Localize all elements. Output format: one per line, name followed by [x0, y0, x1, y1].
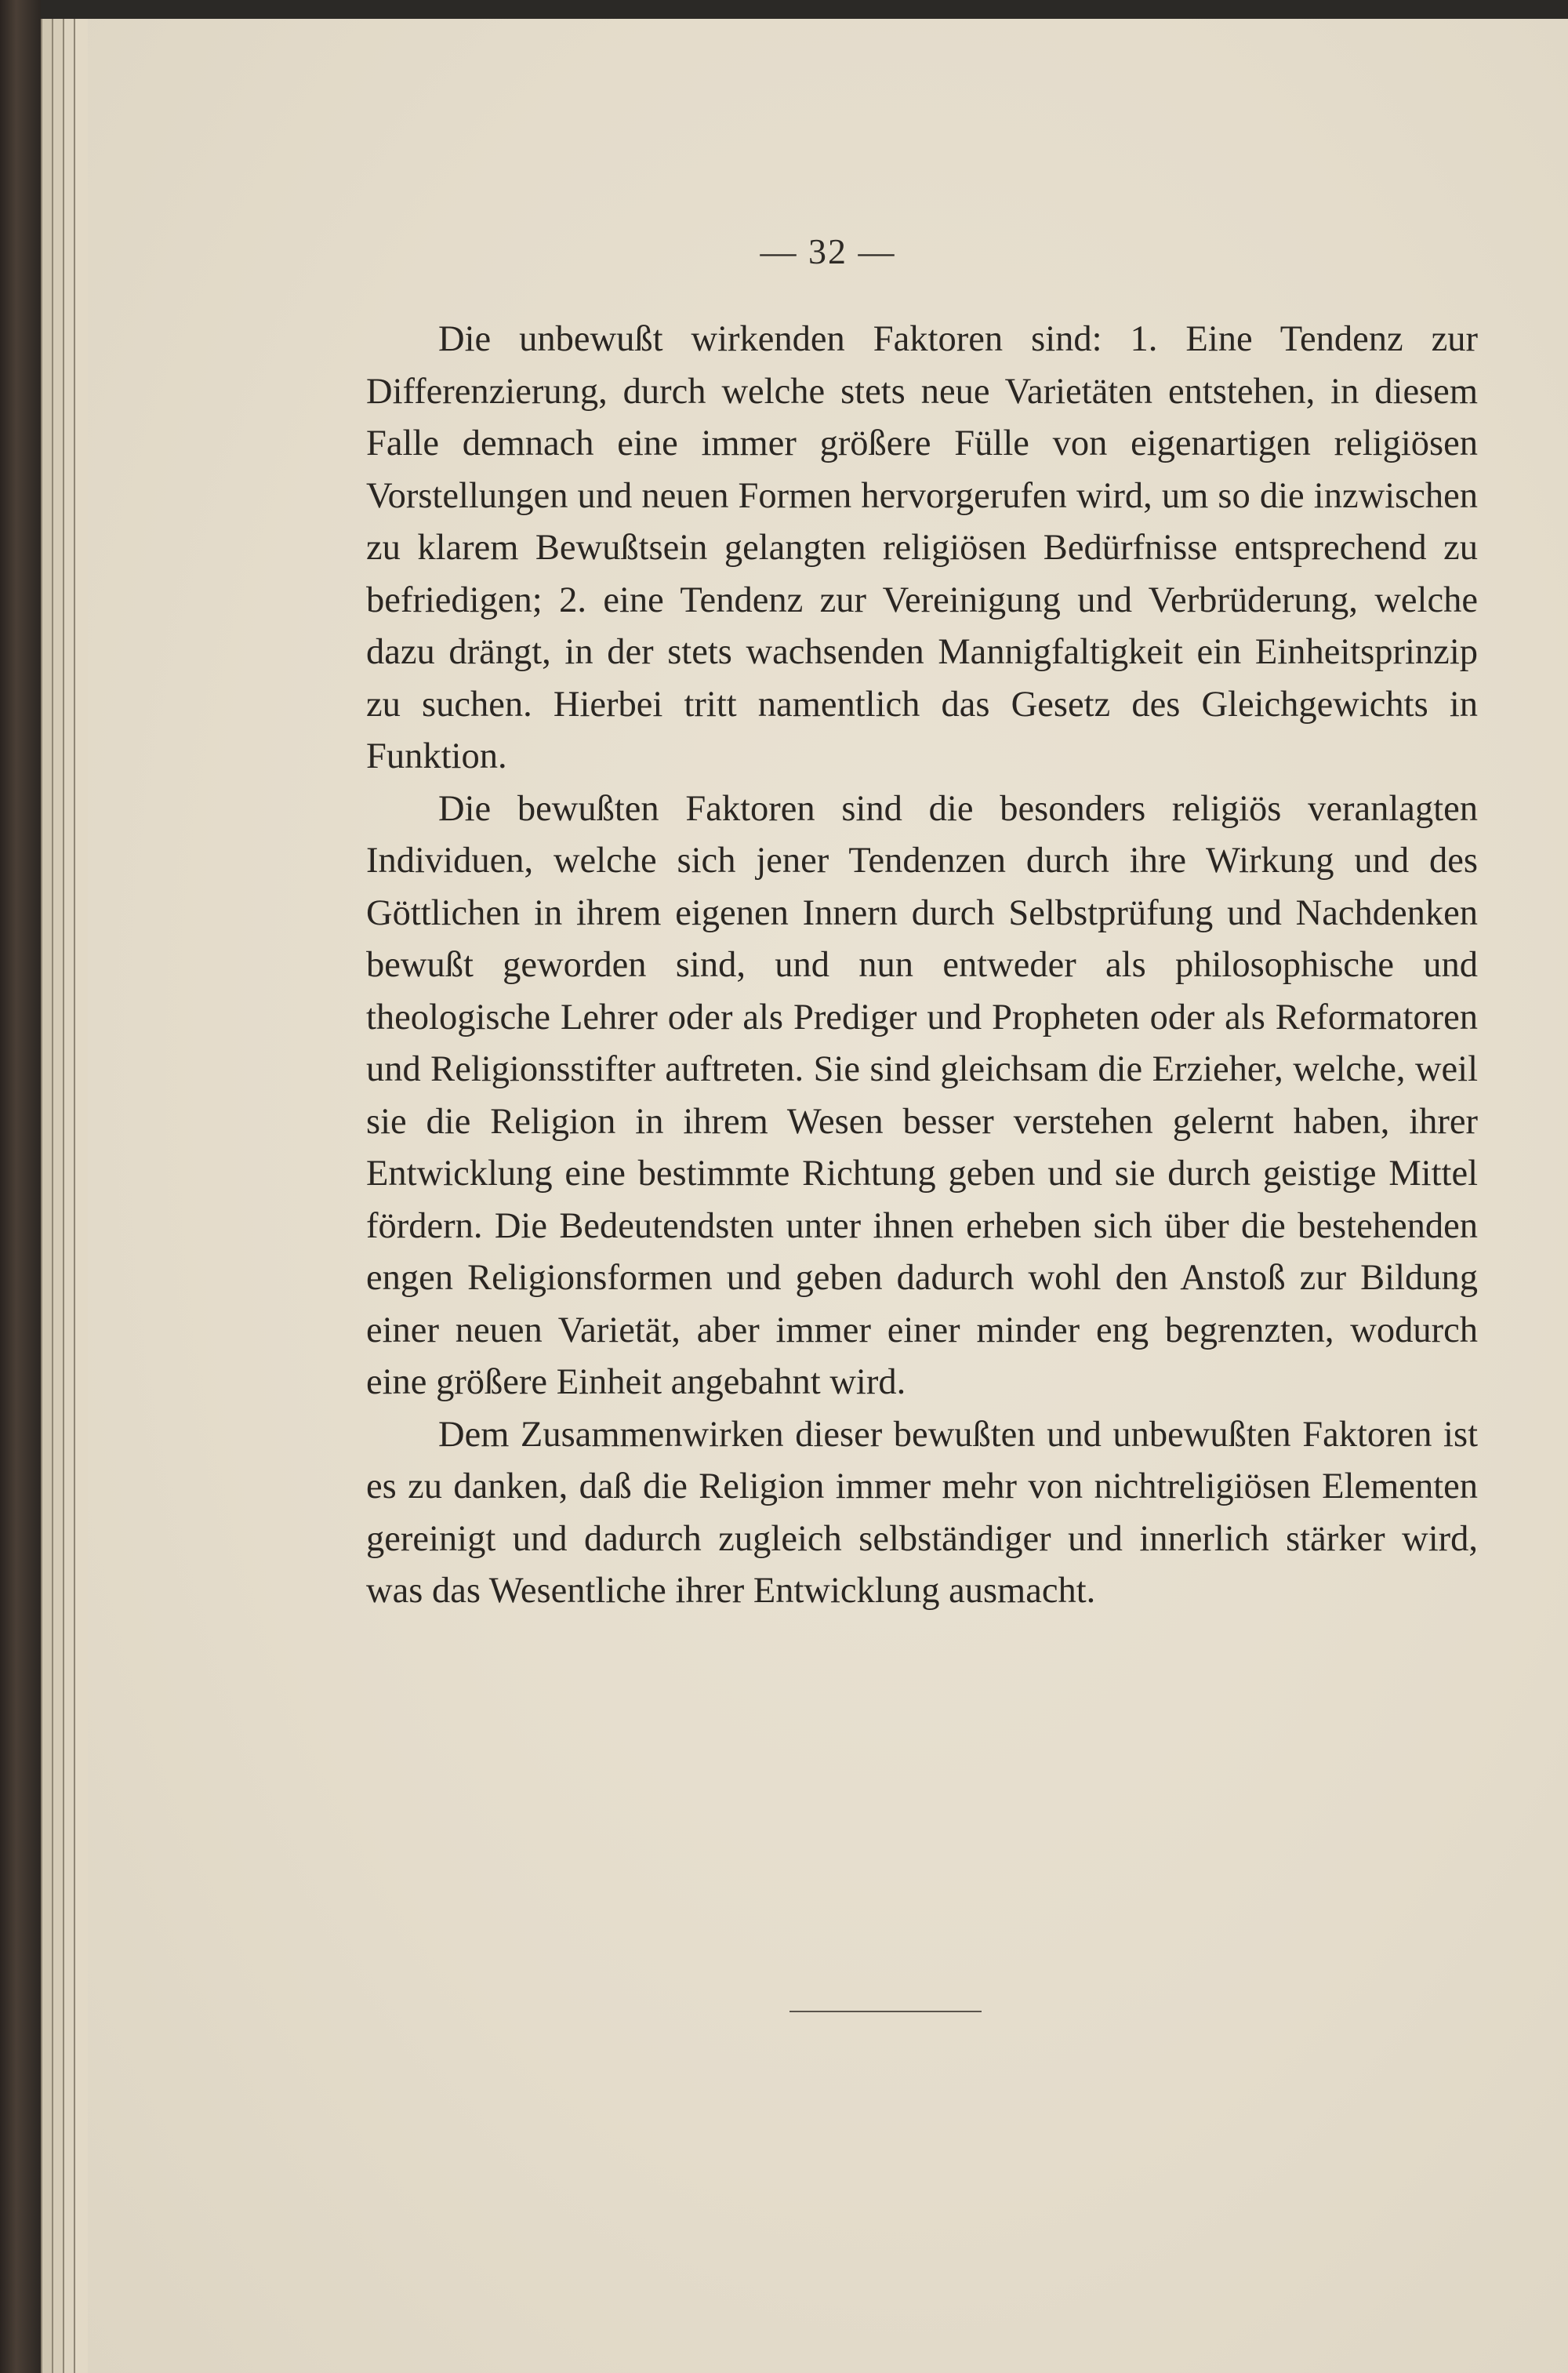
scan-top-border	[0, 0, 1568, 19]
paragraph-unconscious-factors: Die unbewußt wirkenden Faktoren sind: 1. Eine Tendenz zur Differenzierung, durch welche stets neue Varietäten entstehen, in diesem Falle demnach eine immer größere Fülle von eigenartigen religiösen Vorstellungen und neuen Formen hervorgerufen wird, um so die inzwischen zu klarem Bewußtsein gelangten religiösen Bedürfnisse entsprechend zu befriedigen; 2. eine Tendenz zur Vereinigung und Verbrüderung, welche dazu drängt, in der stets wachsenden Mannigfaltigkeit ein Einheitsprinzip zu suchen. Hierbei tritt namentlich das Gesetz des Gleichgewichts in Funktion.	[366, 319, 1478, 776]
paragraph-conscious-factors: Die bewußten Faktoren sind die besonders religiös veranlagten Individuen, welche sich jener Tendenzen durch ihre Wirkung und des Göttlichen in ihrem eigenen Innern durch Selbstprüfung und Nachdenken bewußt geworden sind, und nun entweder als philosophische und theologische Lehrer oder als Prediger und Propheten oder als Reformatoren und Religionsstifter auftreten. Sie sind gleichsam die Erzieher, welche, weil sie die Religion in ihrem Wesen besser verstehen gelernt haben, ihrer Entwicklung eine bestimmte Richtung geben und sie durch geistige Mittel fördern. Die Bedeutendsten unter ihnen erheben sich über die bestehenden engen Religionsformen und geben dadurch wohl den Anstoß zur Bildung einer neuen Varietät, aber immer einer minder eng begrenzten, wodurch eine größere Einheit angebahnt wird.	[366, 788, 1478, 1402]
book-page	[88, 19, 1568, 2373]
page-number: — 32 —	[760, 231, 896, 271]
book-binding	[0, 0, 41, 2373]
page-edge	[74, 19, 89, 2373]
body-text	[366, 314, 1478, 1618]
end-rule	[789, 2011, 982, 2012]
paragraph-cooperation: Dem Zusammenwirken dieser bewußten und unbewußten Faktoren ist es zu danken, daß die Religion immer mehr von nichtreligiösen Elementen gereinigt und dadurch zugleich selbständiger und innerlich stärker wird, was das Wesentliche ihrer Entwicklung ausmacht.	[366, 1414, 1478, 1611]
